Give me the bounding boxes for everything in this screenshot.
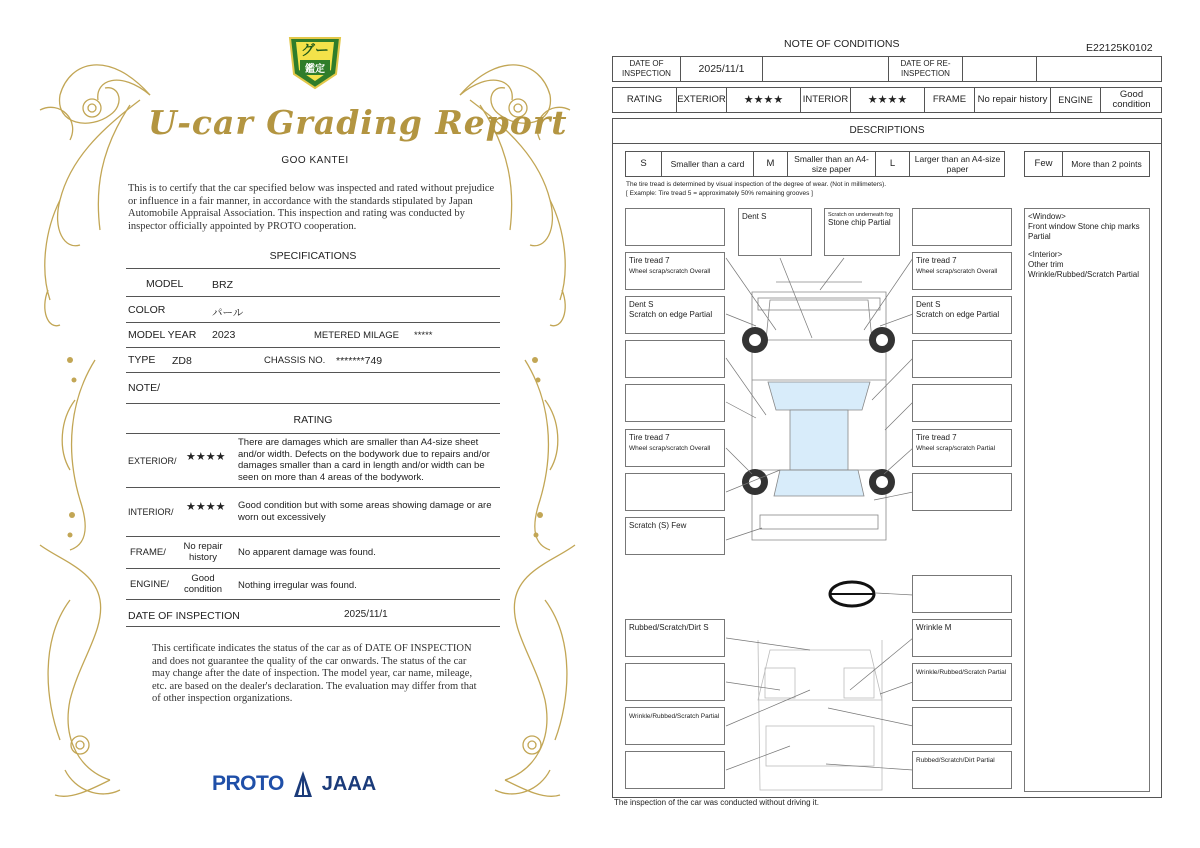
- side-interior-desc: Other trim Wrinkle/Rubbed/Scratch Partial: [1028, 260, 1140, 279]
- note-title: Scratch (S) Few: [629, 521, 687, 530]
- note-box-steering: [912, 575, 1012, 613]
- legend-l-desc: Larger than an A4-size paper: [914, 154, 1001, 174]
- footnote: The inspection of the car was conducted without driving it.: [614, 798, 819, 807]
- note-wrinkle-m: [912, 619, 1012, 657]
- note-box-r7: [912, 473, 1012, 511]
- type-label: TYPE: [128, 354, 156, 366]
- note-title: Tire tread 7: [916, 433, 957, 442]
- note-title: Stone chip Partial: [828, 218, 891, 227]
- note-rubbed-dirt-s: [625, 619, 725, 657]
- note-title: Dent S: [742, 212, 767, 221]
- rating-row-frame: [126, 537, 500, 569]
- note-dent-front-right: [912, 296, 1012, 334]
- note-title: Dent S: [629, 300, 654, 309]
- steering-wheel-icon: [830, 582, 874, 606]
- interior-stars: ★★★★: [851, 88, 925, 112]
- frame-value: No repair history: [183, 541, 223, 563]
- reinspection-label: DATE OF RE-INSPECTION: [889, 57, 963, 81]
- note-of-conditions: [600, 0, 1200, 848]
- footer-disclaimer: This certificate indicates the status of the car as of DATE OF INSPECTION and does not guarantee the quality of the car onwards. The status of the car may change after the date of inspection. The model year, car name, mileage, etc. are based on the dealer's declaration. The evaluation may differ from that of other inspection organizations.: [152, 643, 477, 704]
- note-dent-s-top: [738, 208, 812, 256]
- exterior-label: EXTERIOR: [677, 88, 727, 112]
- doi-value: 2025/11/1: [344, 609, 388, 620]
- interior-desc: Good condition but with some areas showing damage or are worn out excessively: [238, 500, 492, 523]
- engine-value: Good condition: [1112, 89, 1151, 110]
- engine-value: Good condition: [183, 573, 223, 595]
- note-box-l12: [625, 751, 725, 789]
- note-rubbed-dirt-partial: [912, 751, 1012, 789]
- exterior-stars: ★★★★: [727, 88, 801, 112]
- note-box-l10: [625, 663, 725, 701]
- note-desc: Wheel scrap/scratch Partial: [916, 445, 996, 452]
- frame-label: FRAME: [925, 88, 975, 112]
- engine-label: ENGINE/: [130, 579, 170, 590]
- note-box-l7: [625, 473, 725, 511]
- note-box-l4: [625, 340, 725, 378]
- note-title: Dent S: [916, 300, 941, 309]
- doi-label: DATE OF INSPECTION: [128, 610, 240, 622]
- exterior-stars: ★★★★: [186, 451, 226, 463]
- spec-row-color: [126, 297, 500, 323]
- specs-title: SPECIFICATIONS: [269, 250, 357, 262]
- note-tire-rear-right: [912, 429, 1012, 467]
- rating-row-engine: [126, 569, 500, 600]
- document-id: E22125K0102: [1086, 42, 1153, 54]
- date-label: DATE OF INSPECTION: [613, 57, 681, 81]
- note-box-r1: [912, 208, 1012, 246]
- date-value: 2025/11/1: [681, 57, 763, 81]
- car-top-view: [752, 282, 886, 540]
- note-stone-chip: [824, 208, 900, 256]
- report-title: U-car Grading Report: [148, 103, 568, 142]
- color-value: パール: [212, 307, 244, 319]
- color-label: COLOR: [128, 304, 166, 316]
- note-tire-front-left: [625, 252, 725, 290]
- note-tire-rear-left: [625, 429, 725, 467]
- note-wrinkle-left: [625, 707, 725, 745]
- engine-desc: Nothing irregular was found.: [238, 580, 357, 591]
- interior-label: INTERIOR: [801, 88, 851, 112]
- logo-bar: [212, 770, 376, 798]
- engine-label: ENGINE: [1051, 88, 1101, 112]
- note-desc: Scratch on edge Partial: [629, 310, 713, 319]
- legend-m: M: [754, 152, 788, 176]
- model-value: BRZ: [212, 279, 233, 291]
- note-box-r5: [912, 384, 1012, 422]
- note-title: Tire tread 7: [629, 256, 670, 265]
- frame-value: No repair history: [975, 88, 1051, 112]
- note-desc: Scratch on edge Partial: [916, 310, 1000, 319]
- note-box-r4: [912, 340, 1012, 378]
- rating-row-doi: [126, 600, 500, 627]
- note-title: Rubbed/Scratch/Dirt S: [629, 623, 709, 632]
- interior-label: INTERIOR/: [128, 507, 174, 517]
- side-window-desc: Front window Stone chip marks Partial: [1028, 222, 1140, 241]
- chassis-value: *******749: [336, 355, 383, 367]
- note-box-l1: [625, 208, 725, 246]
- exterior-desc: There are damages which are smaller than A4-size sheet and/or width. Defects on the bodywork due to repairs and/or damages smaller than a card in length and/or width can be seen on more than 4 areas of the bodywork.: [238, 437, 490, 483]
- certificate-text: This is to certify that the car specified below was inspected and rated without prejudice or influence in a fair manner, in accordance with the standards stipulated by Japan Automobile Appraisal Association. This inspection and rating was conducted by inspector officially appointed by PROTO cooperation.: [128, 183, 495, 232]
- milage-label: METERED MILAGE: [314, 330, 399, 341]
- legend-l: L: [876, 152, 910, 176]
- note-title: Tire tread 7: [916, 256, 957, 265]
- rating-label: RATING: [613, 88, 677, 112]
- jaaa-mark-icon: [294, 771, 312, 797]
- spacer: [1028, 242, 1146, 250]
- year-value: 2023: [212, 329, 236, 341]
- note-label: NOTE/: [128, 382, 161, 394]
- car-interior-view: [758, 640, 882, 790]
- note-title: Wrinkle M: [916, 623, 952, 632]
- note-title: Rubbed/Scratch/Dirt Partial: [916, 757, 995, 764]
- spec-row-note: [126, 373, 500, 404]
- interior-stars: ★★★★: [186, 501, 226, 513]
- spec-row-model: [126, 269, 500, 297]
- report-subtitle: GOO KANTEI: [281, 155, 349, 166]
- rating-row-exterior: [126, 434, 500, 488]
- note-title: Wrinkle/Rubbed/Scratch Partial: [916, 669, 1007, 676]
- badge-line1: グー: [301, 42, 329, 58]
- note-wrinkle-right: [912, 663, 1012, 701]
- note-desc: Wheel scrap/scratch Overall: [629, 445, 711, 452]
- note-desc: Wheel scrap/scratch Overall: [916, 268, 998, 275]
- note-box-l5: [625, 384, 725, 422]
- legend-m-desc: Smaller than an A4-size paper: [788, 152, 876, 176]
- side-window-title: <Window>: [1028, 212, 1066, 221]
- note-tiny: Scratch on underneath fog: [828, 212, 893, 218]
- jaaa-logo: JAAA: [321, 772, 377, 795]
- note-tire-front-right: [912, 252, 1012, 290]
- chassis-label: CHASSIS NO.: [264, 355, 326, 366]
- model-label: MODEL: [146, 278, 184, 290]
- note-scratch-few: [625, 517, 725, 555]
- proto-logo: PROTO: [212, 772, 284, 795]
- rating-title: RATING: [293, 414, 333, 426]
- descriptions-title: DESCRIPTIONS: [612, 118, 1162, 144]
- milage-value: *****: [414, 330, 433, 341]
- year-label: MODEL YEAR: [128, 329, 197, 341]
- legend-s: S: [626, 152, 662, 176]
- frame-desc: No apparent damage was found.: [238, 547, 376, 558]
- note-title: Tire tread 7: [629, 433, 670, 442]
- tread-note-1: The tire tread is determined by visual inspection of the degree of wear. (Not in millimeters).: [626, 181, 887, 188]
- type-value: ZD8: [172, 355, 192, 367]
- note-desc: Wheel scrap/scratch Overall: [629, 268, 711, 275]
- note-title: Wrinkle/Rubbed/Scratch Partial: [629, 713, 720, 720]
- frame-label: FRAME/: [130, 547, 166, 558]
- spec-row-type: [126, 348, 500, 373]
- legend-few-desc: More than 2 points: [1071, 159, 1142, 169]
- exterior-label: EXTERIOR/: [128, 456, 177, 466]
- badge-line2: 鑑定: [300, 60, 330, 75]
- tread-note-2: [ Example: Tire tread 5 = approximately 50% remaining grooves ]: [626, 190, 813, 197]
- side-notes-panel: [1024, 208, 1150, 792]
- legend-few: Few: [1025, 152, 1063, 176]
- note-dent-front-left: [625, 296, 725, 334]
- side-interior-title: <Interior>: [1028, 250, 1063, 259]
- conditions-title: NOTE OF CONDITIONS: [784, 38, 900, 50]
- note-box-r11: [912, 707, 1012, 745]
- rating-row-interior: [126, 488, 500, 537]
- legend-s-desc: Smaller than a card: [662, 152, 754, 176]
- spec-row-year: [126, 323, 500, 348]
